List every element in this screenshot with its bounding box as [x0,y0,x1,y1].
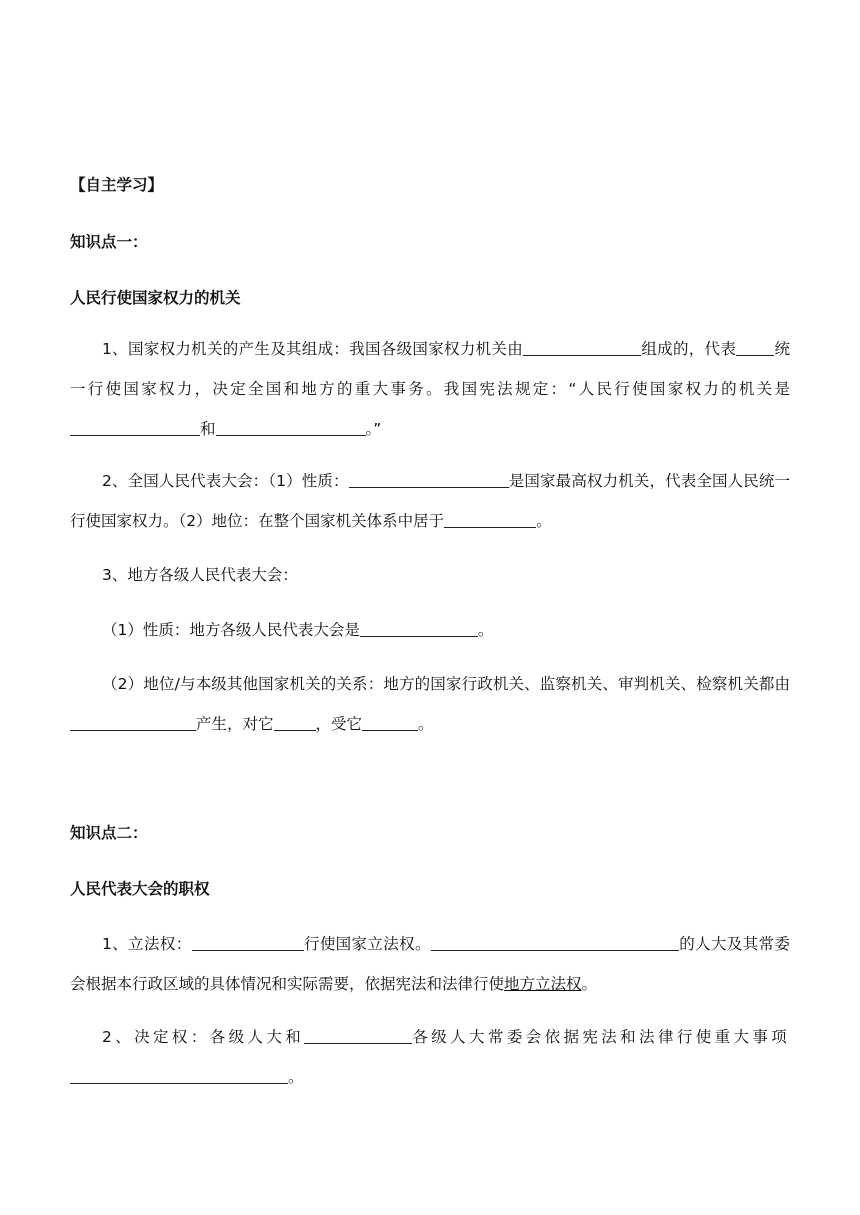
fill-blank[interactable] [192,934,304,951]
kp1-paragraph-1: 1、国家权力机关的产生及其组成：我国各级国家权力机关由 组成的，代表 统一行使国家权力，决定全国和地方的重大事务。我国宪法规定：“人民行使国家权力的机关是和 。” [70,340,790,438]
fill-blank[interactable] [523,339,641,356]
underlined-term: 地方立法权 [504,975,582,993]
fill-blank[interactable] [360,620,478,637]
kp1-paragraph-4: （1）性质：地方各级人民代表大会是 。 [102,621,494,639]
fill-blank[interactable] [70,1067,288,1084]
kp1-paragraph-3: 3、地方各级人民代表大会： [102,566,298,584]
fill-blank[interactable] [70,419,200,436]
fill-blank[interactable] [362,714,418,731]
fill-blank[interactable] [444,511,536,528]
fill-blank[interactable] [274,714,316,731]
knowledge-point-2-title: 人民代表大会的职权 [70,880,210,898]
fill-blank[interactable] [70,714,196,731]
knowledge-point-2-label: 知识点二： [70,824,148,842]
fill-blank[interactable] [431,934,679,951]
section-title: 【自主学习】 [70,176,164,194]
kp1-paragraph-2: 2、全国人民代表大会：（1）性质： 是国家最高权力机关，代表全国人民统一行使国家权力。（2）地位：在整个国家机关体系中居于 。 [70,472,790,530]
kp2-paragraph-2: 2、决定权：各级人大和 各级人大常委会依据宪法和法律行使重大事项。 [70,1017,790,1097]
fill-blank[interactable] [736,339,774,356]
kp2-paragraph-1: 1、立法权： 行使国家立法权。 的人大及其常委会根据本行政区域的具体情况和实际需要，依据宪法和法律行使地方立法权。 [70,935,790,993]
fill-blank[interactable] [349,471,509,488]
kp1-paragraph-5: （2）地位/与本级其他国家机关的关系：地方的国家行政机关、监察机关、审判机关、检察机关都由产生，对它 ，受它 。 [70,664,790,744]
knowledge-point-1-label: 知识点一： [70,233,148,251]
knowledge-point-1-title: 人民行使国家权力的机关 [70,289,241,307]
fill-blank[interactable] [304,1027,412,1044]
fill-blank[interactable] [216,419,366,436]
